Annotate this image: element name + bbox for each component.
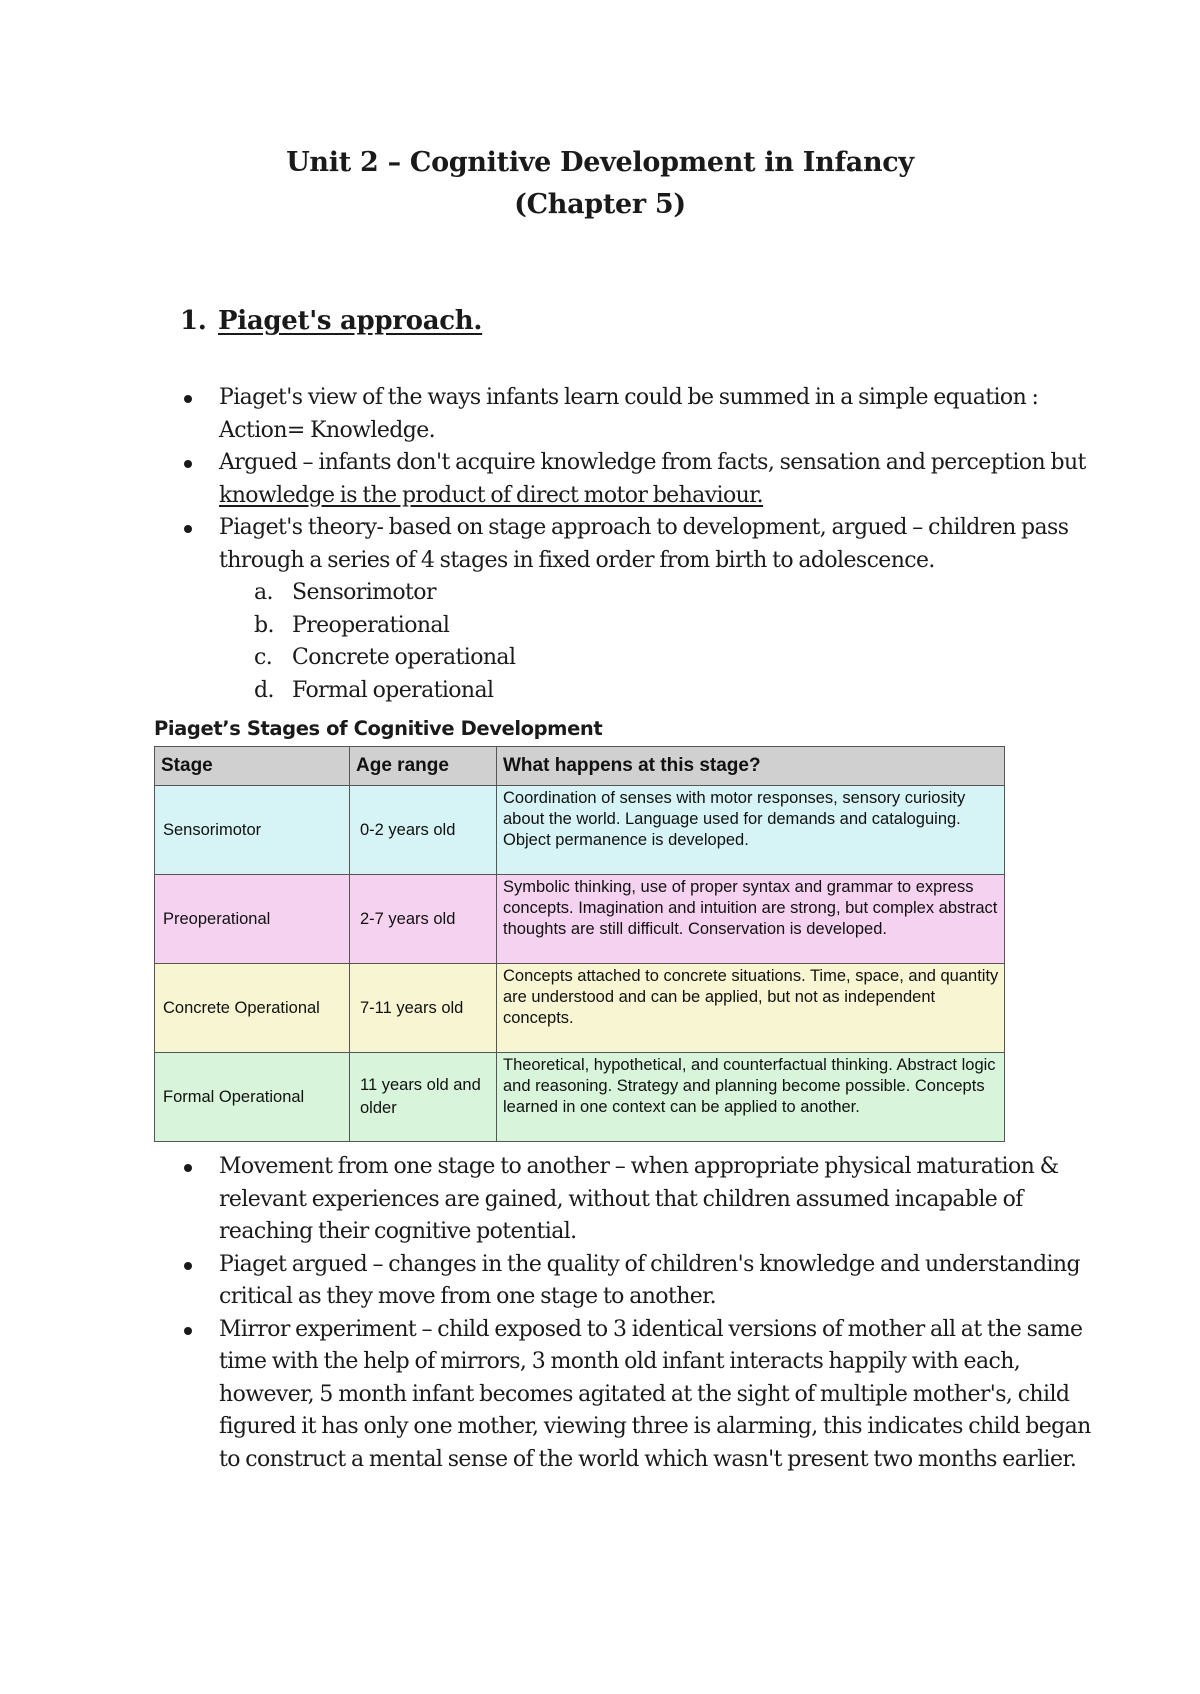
section-title: Piaget's approach. xyxy=(218,306,483,336)
table-row xyxy=(155,875,1005,964)
stage-cell: Sensorimotor xyxy=(155,786,350,875)
title-line-2: (Chapter 5) xyxy=(514,189,686,220)
column-header-stage: Stage xyxy=(155,747,350,786)
bullet-text: Piaget's theory- based on stage approach to development, argued – children pass through a series of 4 stages in fixed order from birth to adolescence. xyxy=(219,515,1069,573)
sub-list-marker: a. xyxy=(254,580,273,605)
sub-list-item xyxy=(219,675,1099,708)
age-cell: 0-2 years old xyxy=(350,786,497,875)
bullet-icon xyxy=(184,460,192,468)
section-number: 1. xyxy=(180,306,207,336)
stage-cell: Concrete Operational xyxy=(155,964,350,1053)
description-cell: Theoretical, hypothetical, and counterfactual thinking. Abstract logic and reasoning. Strategy and planning become possible. Concepts learned in one context can be applied to another. xyxy=(497,1053,1005,1142)
column-header-description: What happens at this stage? xyxy=(497,747,1005,786)
bullet-text: Piaget's view of the ways infants learn could be summed in a simple equation : Action= Knowledge. xyxy=(219,385,1039,443)
bullet-text: Movement from one stage to another – when appropriate physical maturation & relevant experiences are gained, without that children assumed incapable of reaching their cognitive potential. xyxy=(219,1154,1059,1244)
stages-table xyxy=(154,746,1005,1142)
age-cell: 2-7 years old xyxy=(350,875,497,964)
bullet-icon xyxy=(184,1164,192,1172)
stage-cell: Formal Operational xyxy=(155,1053,350,1142)
table-row xyxy=(155,964,1005,1053)
bullet-text: Piaget argued – changes in the quality of children's knowledge and understanding critical as they move from one stage to another. xyxy=(219,1251,1080,1309)
sub-list-marker: b. xyxy=(254,612,274,638)
sub-list-item xyxy=(219,577,1099,610)
stages-sub-list xyxy=(219,577,1099,707)
table-caption: Piaget’s Stages of Cognitive Development xyxy=(154,717,603,740)
sub-list-label: Sensorimotor xyxy=(292,580,436,605)
sub-list-label: Preoperational xyxy=(292,612,450,638)
bullet-icon xyxy=(184,1327,192,1335)
bullet-icon xyxy=(184,1262,192,1270)
bullet-icon xyxy=(184,525,192,533)
sub-list-marker: c. xyxy=(254,645,273,670)
table-row xyxy=(155,1053,1005,1142)
sub-list-label: Formal operational xyxy=(292,677,494,703)
sub-list-marker: d. xyxy=(254,677,274,703)
sub-list-item xyxy=(219,610,1099,643)
list-item xyxy=(219,1314,1099,1477)
column-header-age: Age range xyxy=(350,747,497,786)
section-heading xyxy=(180,306,482,336)
list-item xyxy=(219,512,1099,707)
document-title xyxy=(0,142,1200,226)
table-row xyxy=(155,786,1005,875)
description-cell: Symbolic thinking, use of proper syntax and grammar to express concepts. Imagination and intuition are strong, but complex abstract thoughts are still difficult. Conservation is developed. xyxy=(497,875,1005,964)
age-cell: 7-11 years old xyxy=(350,964,497,1053)
list-item xyxy=(219,382,1099,447)
bullet-icon xyxy=(184,395,192,403)
description-cell: Coordination of senses with motor responses, sensory curiosity about the world. Language used for demands and cataloguing. Object permanence is developed. xyxy=(497,786,1005,875)
stage-cell: Preoperational xyxy=(155,875,350,964)
sub-list-label: Concrete operational xyxy=(292,645,516,670)
list-item xyxy=(219,1249,1099,1314)
table-header-row xyxy=(155,747,1005,786)
list-item xyxy=(219,1151,1099,1249)
title-line-1: Unit 2 – Cognitive Development in Infancy xyxy=(286,147,914,178)
age-cell: 11 years old and older xyxy=(350,1053,497,1142)
bullet-text: Mirror experiment – child exposed to 3 identical versions of mother all at the same time with the help of mirrors, 3 month old infant interacts happily with each, however, 5 month infant becomes agitated at the sight of multiple mother's, child figured it has only one mother, viewing three is alarming, this indicates child began to construct a mental sense of the world which wasn't present two months earlier. xyxy=(219,1316,1091,1472)
bullet-list-top xyxy=(219,382,1099,707)
description-cell: Concepts attached to concrete situations. Time, space, and quantity are understood and can be applied, but not as independent concepts. xyxy=(497,964,1005,1053)
bullet-text-underlined: knowledge is the product of direct motor behaviour. xyxy=(219,482,764,508)
bullet-list-bottom xyxy=(219,1151,1099,1476)
bullet-text: Argued – infants don't acquire knowledge from facts, sensation and perception but xyxy=(219,450,1086,475)
list-item xyxy=(219,447,1099,512)
sub-list-item xyxy=(219,642,1099,675)
